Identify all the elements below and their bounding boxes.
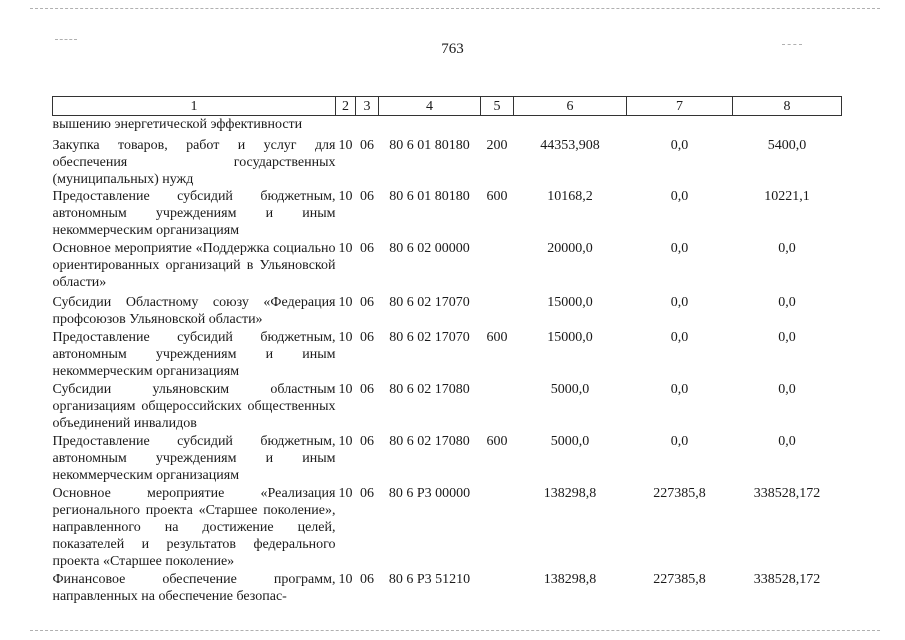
- row-expense-type: 600: [486, 433, 508, 449]
- row-section: 10: [338, 188, 353, 204]
- row-target-code: 80 6 02 17070: [389, 294, 470, 310]
- scan-mark-left: [55, 39, 77, 40]
- row-amount-col8: 5400,0: [767, 137, 807, 153]
- row-amount-col8: 338528,172: [753, 571, 821, 587]
- row-amount-col7: 0,0: [670, 381, 689, 397]
- row-amount-col7: 0,0: [670, 329, 689, 345]
- row-name: Субсидии ульяновским областным организациям общероссийских общественных объединений инвалидов: [52, 381, 336, 431]
- row-amount-col7: 0,0: [670, 137, 689, 153]
- row-name: Финансовое обеспечение программ, направленных на обеспечение безопас-: [52, 571, 336, 604]
- row-expense-type: [481, 116, 514, 137]
- row-expense-type: [481, 485, 514, 571]
- table-row: [53, 294, 842, 329]
- row-section: 10: [338, 485, 353, 501]
- row-target-code: 80 6 01 80180: [389, 188, 470, 204]
- header-col-2: 2: [336, 97, 356, 116]
- page-number: 763: [441, 41, 464, 57]
- row-amount-col6: 5000,0: [550, 433, 590, 449]
- row-expense-type: [481, 240, 514, 294]
- row-amount-col6: 44353,908: [540, 137, 600, 153]
- row-name: Предоставление субсидий бюджетным, автономным учреждениям и иным некоммерческим организациям: [52, 433, 336, 483]
- row-name: Основное мероприятие «Реализация регионального проекта «Старшее поколение», направленного на достижение целей, показателей и результатов федерального проекта «Старшее поколение»: [52, 485, 336, 569]
- header-col-6: 6: [514, 97, 627, 116]
- row-amount-col7: 0,0: [670, 294, 689, 310]
- row-section: [336, 116, 356, 137]
- scan-edge-top: [30, 8, 880, 9]
- row-name: Предоставление субсидий бюджетным, автономным учреждениям и иным некоммерческим организациям: [52, 188, 336, 238]
- row-amount-col6: [514, 116, 627, 137]
- table-row: [53, 485, 842, 571]
- row-subsection: 06: [360, 137, 374, 153]
- row-target-code: 80 6 02 17080: [389, 381, 470, 397]
- row-amount-col7: 227385,8: [653, 571, 706, 587]
- row-subsection: 06: [360, 240, 374, 256]
- table-row: [53, 116, 842, 137]
- row-target-code: 80 6 02 00000: [389, 240, 470, 256]
- row-expense-type: 200: [486, 137, 508, 153]
- row-subsection: 06: [360, 485, 374, 501]
- row-section: 10: [338, 571, 353, 587]
- row-amount-col7: 0,0: [670, 240, 689, 256]
- row-name: Субсидии Областному союзу «Федерация профсоюзов Ульяновской области»: [52, 294, 336, 327]
- row-section: 10: [338, 137, 353, 153]
- row-target-code: 80 6 01 80180: [389, 137, 470, 153]
- row-subsection: 06: [360, 294, 374, 310]
- row-target-code: [379, 116, 481, 137]
- row-subsection: 06: [360, 571, 374, 587]
- row-amount-col8: [733, 116, 842, 137]
- row-amount-col8: 0,0: [778, 433, 796, 449]
- row-amount-col6: 20000,0: [547, 240, 593, 256]
- row-expense-type: [481, 571, 514, 607]
- header-col-7: 7: [627, 97, 733, 116]
- table-row: [53, 240, 842, 294]
- row-subsection: 06: [360, 188, 374, 204]
- header-col-5: 5: [481, 97, 514, 116]
- row-name: Основное мероприятие «Поддержка социально ориентированных организаций в Ульяновской области»: [52, 240, 336, 290]
- row-amount-col6: 10168,2: [547, 188, 593, 204]
- row-subsection: [356, 116, 379, 137]
- row-amount-col7: 227385,8: [653, 485, 706, 501]
- row-amount-col8: 0,0: [778, 294, 796, 310]
- row-target-code: 80 6 P3 00000: [388, 485, 471, 501]
- row-section: 10: [338, 329, 353, 345]
- row-subsection: 06: [360, 381, 374, 397]
- row-name: Закупка товаров, работ и услуг для обеспечения государственных (муниципальных) нужд: [52, 137, 336, 187]
- table-row: [53, 571, 842, 607]
- row-expense-type: [481, 381, 514, 433]
- row-amount-col6: 5000,0: [550, 381, 590, 397]
- row-section: 10: [338, 381, 353, 397]
- row-section: 10: [338, 294, 353, 310]
- row-subsection: 06: [360, 433, 374, 449]
- budget-table: [52, 96, 842, 607]
- table-header-row: [53, 97, 842, 116]
- row-target-code: 80 6 P3 51210: [388, 571, 471, 587]
- row-amount-col8: 0,0: [778, 381, 796, 397]
- row-subsection: 06: [360, 329, 374, 345]
- row-amount-col7: 0,0: [670, 433, 689, 449]
- row-amount-col8: 0,0: [778, 329, 796, 345]
- header-col-4: 4: [379, 97, 481, 116]
- scan-edge-bottom: [30, 630, 880, 631]
- table-row: [53, 188, 842, 240]
- row-expense-type: 600: [486, 329, 508, 345]
- row-name: Предоставление субсидий бюджетным, автономным учреждениям и иным некоммерческим организациям: [52, 329, 336, 379]
- row-amount-col8: 10221,1: [764, 188, 810, 204]
- header-col-1: 1: [53, 97, 336, 116]
- row-section: 10: [338, 433, 353, 449]
- row-expense-type: 600: [486, 188, 508, 204]
- row-amount-col6: 15000,0: [547, 294, 593, 310]
- row-name: вышению энергетической эффективности: [52, 117, 303, 132]
- row-amount-col6: 15000,0: [547, 329, 593, 345]
- row-amount-col7: 0,0: [670, 188, 689, 204]
- row-amount-col7: [627, 116, 733, 137]
- row-target-code: 80 6 02 17070: [389, 329, 470, 345]
- row-section: 10: [338, 240, 353, 256]
- row-target-code: 80 6 02 17080: [389, 433, 470, 449]
- row-amount-col6: 138298,8: [543, 485, 597, 501]
- row-expense-type: [481, 294, 514, 329]
- header-col-8: 8: [733, 97, 842, 116]
- table-row: [53, 381, 842, 433]
- header-col-3: 3: [356, 97, 379, 116]
- row-amount-col8: 0,0: [778, 240, 796, 256]
- table-row: [53, 433, 842, 485]
- row-amount-col6: 138298,8: [543, 571, 597, 587]
- table-row: [53, 329, 842, 381]
- table-row: [53, 137, 842, 188]
- row-amount-col8: 338528,172: [753, 485, 821, 501]
